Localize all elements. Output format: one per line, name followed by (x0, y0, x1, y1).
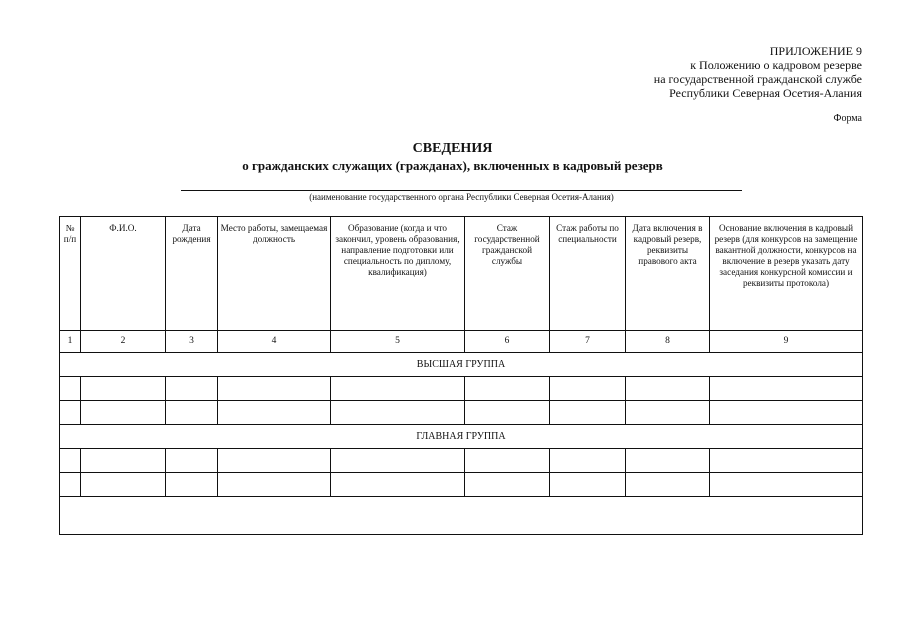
appendix-line: ПРИЛОЖЕНИЕ 9 (769, 44, 862, 58)
table-cell (331, 473, 465, 497)
column-number: 1 (60, 331, 81, 353)
column-number: 2 (81, 331, 166, 353)
table-cell (710, 377, 863, 401)
table-cell (465, 377, 550, 401)
column-number: 4 (218, 331, 331, 353)
table-cell (626, 401, 710, 425)
header-cell: Стаж работы по специальности (550, 217, 626, 331)
appendix-line: к Положению о кадровом резерве (690, 58, 862, 72)
table-cell (60, 497, 863, 535)
table-cell (60, 449, 81, 473)
title-main: СВЕДЕНИЯ (412, 141, 493, 156)
appendix-line: на государственной гражданской службе (653, 72, 862, 86)
table-cell (60, 377, 81, 401)
table-cell (465, 401, 550, 425)
table-cell (81, 449, 166, 473)
appendix-block (654, 44, 862, 100)
table-cell (81, 377, 166, 401)
header-cell: Ф.И.О. (81, 217, 166, 331)
table-row (60, 401, 863, 425)
table-cell (166, 401, 218, 425)
table-cell (550, 377, 626, 401)
header-cell: Основание включения в кадровый резерв (для конкурсов на замещение вакантной должности, конкурсов на включение в резерв указать дату заседания конкурсной комиссии и реквизиты протокола) (710, 217, 863, 331)
table-cell (218, 401, 331, 425)
table-cell (218, 377, 331, 401)
column-number: 8 (626, 331, 710, 353)
document-title (0, 140, 905, 174)
column-number: 7 (550, 331, 626, 353)
table-cell (550, 401, 626, 425)
table-cell (710, 449, 863, 473)
table-cell (81, 473, 166, 497)
header-cell: № п/п (60, 217, 81, 331)
table-row (60, 377, 863, 401)
header-cell: Место работы, замещаемая должность (218, 217, 331, 331)
header-cell: Стаж государственной гражданской службы (465, 217, 550, 331)
org-name-line (181, 190, 742, 191)
header-row (60, 217, 863, 331)
column-number: 5 (331, 331, 465, 353)
table-cell (331, 401, 465, 425)
table-cell (166, 449, 218, 473)
group-heading: ВЫСШАЯ ГРУППА (60, 353, 863, 377)
table-cell (166, 473, 218, 497)
table-cell (166, 377, 218, 401)
table-cell (710, 473, 863, 497)
appendix-line: Республики Северная Осетия-Алания (669, 86, 862, 100)
table-cell (626, 449, 710, 473)
table-row (60, 497, 863, 535)
table-cell (218, 473, 331, 497)
column-number: 3 (166, 331, 218, 353)
form-label: Форма (833, 113, 862, 124)
table-cell (60, 473, 81, 497)
table-cell (550, 473, 626, 497)
reserve-table (59, 216, 863, 535)
column-number: 9 (710, 331, 863, 353)
column-number-row (60, 331, 863, 353)
table-cell (626, 377, 710, 401)
group-row (60, 353, 863, 377)
group-heading: ГЛАВНАЯ ГРУППА (60, 425, 863, 449)
table-cell (550, 449, 626, 473)
table-cell (465, 449, 550, 473)
title-subtitle: о гражданских служащих (гражданах), включенных в кадровый резерв (242, 158, 663, 173)
table-cell (331, 377, 465, 401)
column-number: 6 (465, 331, 550, 353)
table-cell (81, 401, 166, 425)
header-cell: Дата рождения (166, 217, 218, 331)
table-cell (710, 401, 863, 425)
table-cell (60, 401, 81, 425)
org-name-caption: (наименование государственного органа Республики Северная Осетия-Алания) (309, 192, 614, 202)
header-cell: Образование (когда и что закончил, уровень образования, направление подготовки или специальность по диплому, квалификация) (331, 217, 465, 331)
header-cell: Дата включения в кадровый резерв, реквизиты правового акта (626, 217, 710, 331)
table-row (60, 449, 863, 473)
table-row (60, 473, 863, 497)
table-cell (465, 473, 550, 497)
table-cell (331, 449, 465, 473)
group-row (60, 425, 863, 449)
table-cell (218, 449, 331, 473)
table-cell (626, 473, 710, 497)
